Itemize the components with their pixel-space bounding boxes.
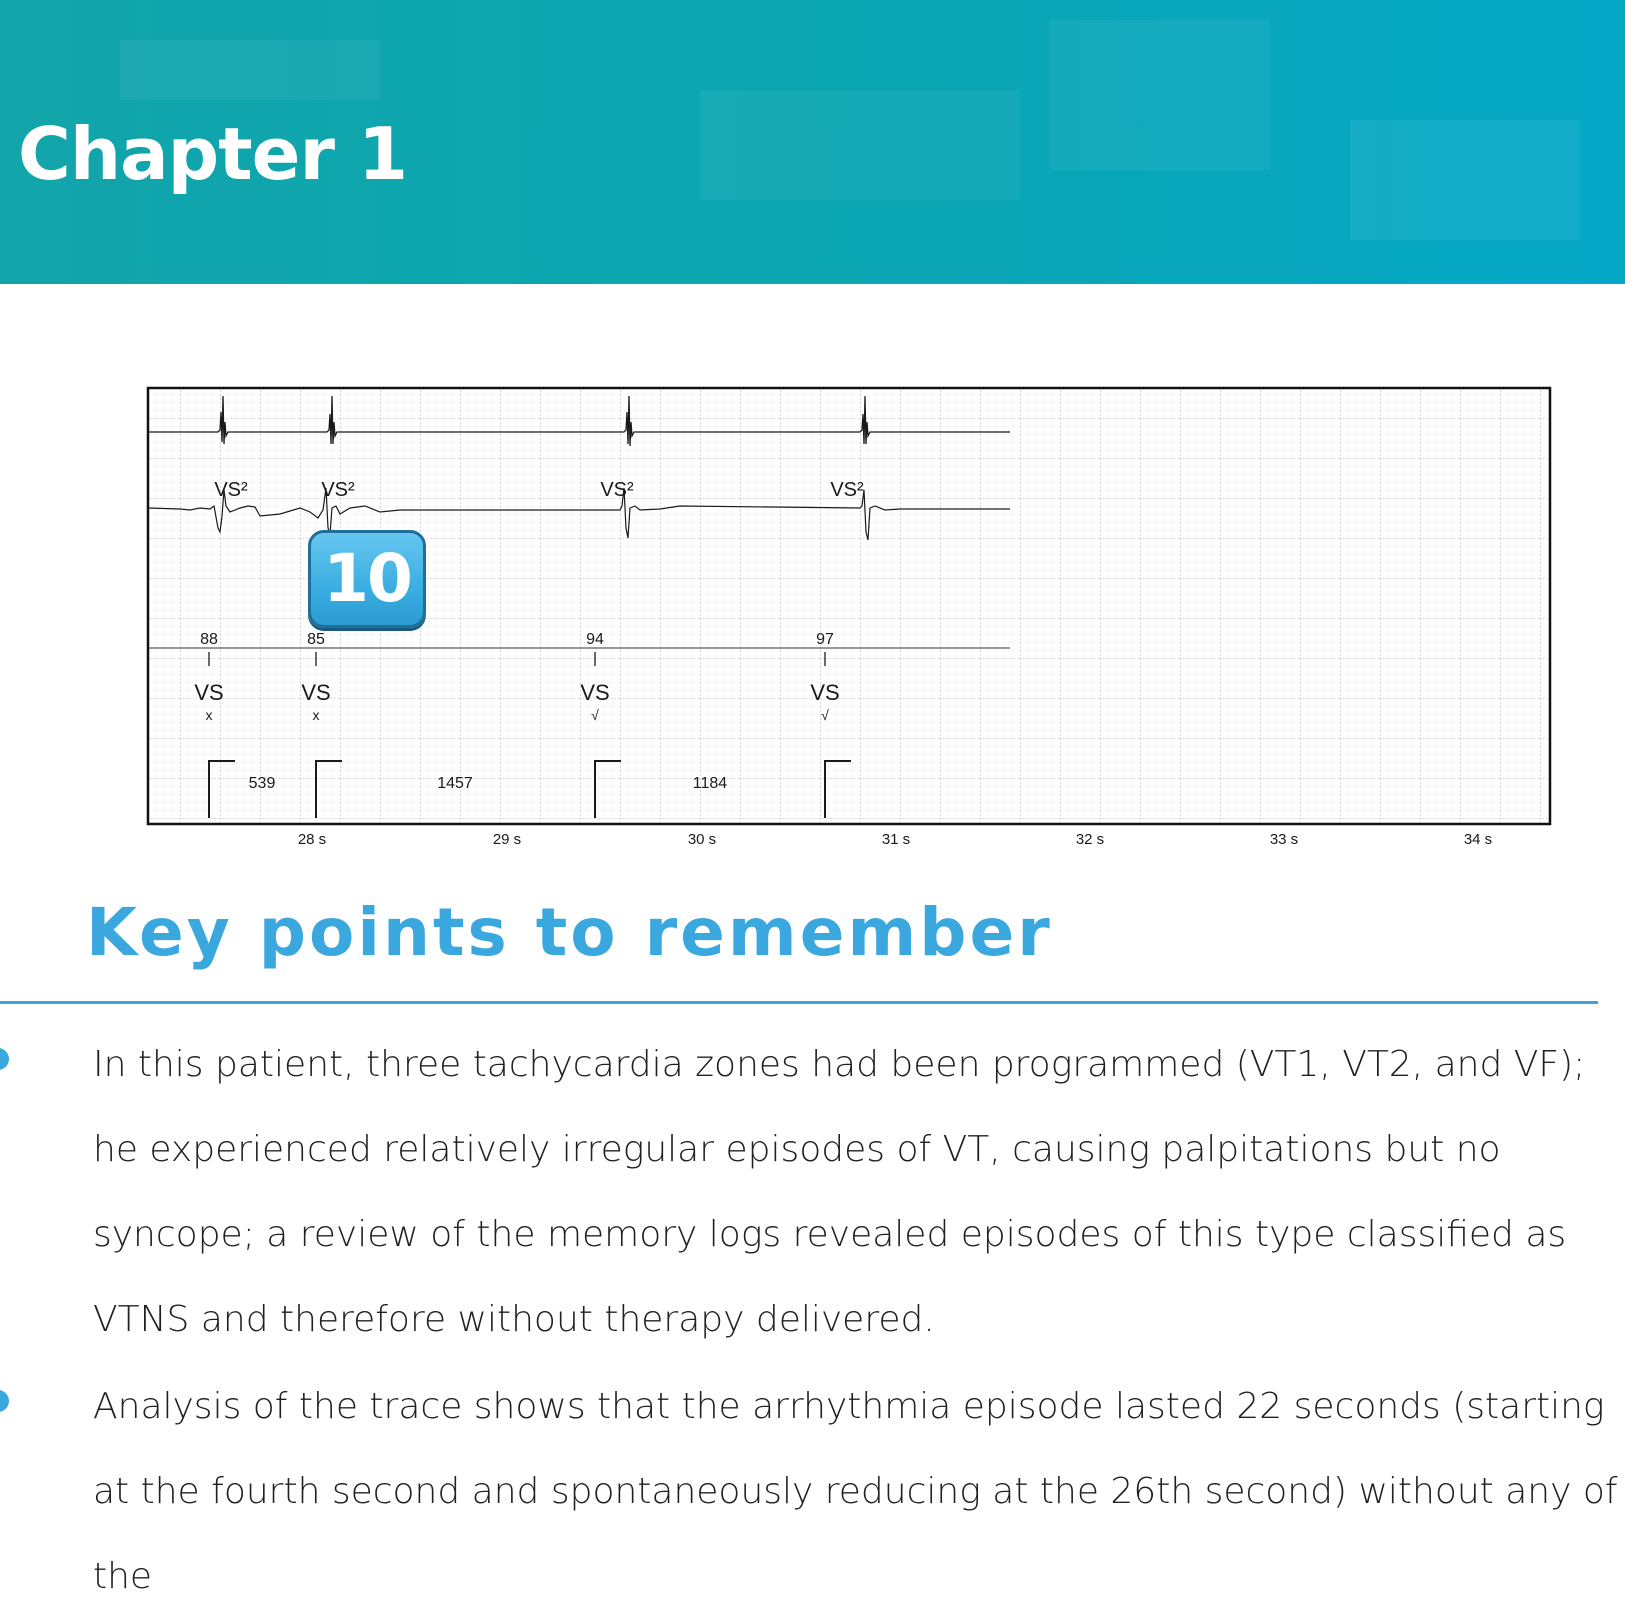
bullet-dot-icon (0, 1048, 9, 1070)
channel-marker-label: VS² (321, 479, 355, 501)
header-texture (700, 90, 1020, 200)
header-texture (120, 40, 380, 100)
section-heading: Key points to remember (86, 894, 1053, 971)
time-axis-tick: 34 s (1463, 831, 1493, 848)
list-item (0, 1364, 1625, 1619)
time-axis-tick: 28 s (297, 831, 327, 848)
channel-marker-label: VS² (600, 479, 634, 501)
time-axis-tick: 29 s (492, 831, 522, 848)
rate-label: 97 (816, 631, 834, 648)
vs-label: VS (810, 680, 840, 705)
time-axis-tick: 33 s (1269, 831, 1299, 848)
interval-label: 1184 (692, 775, 728, 792)
vs-flag: √ (591, 707, 599, 723)
time-axis-tick: 30 s (687, 831, 717, 848)
figure-number-badge: 10 (308, 530, 426, 628)
vs-label: VS (301, 680, 331, 705)
channel-marker-label: VS² (830, 479, 864, 501)
bullet-dot-icon (0, 1390, 9, 1412)
time-axis-tick: 32 s (1075, 831, 1105, 848)
interval-label: 539 (248, 775, 276, 792)
vs-flag: x (205, 707, 213, 723)
chapter-title: Chapter 1 (18, 112, 408, 196)
key-point-text: In this patient, three tachycardia zones had been programmed (VT1, VT2, and VF); he experienced relatively irregular episodes of VT, causing palpitations but no syncope; a review of the memory logs revealed episodes of this type classified as VTNS and therefore without therapy delivered. (93, 1044, 1586, 1340)
vs-flag: x (312, 707, 320, 723)
chapter-header-band (0, 0, 1625, 284)
vs-label: VS (580, 680, 610, 705)
time-axis-tick: 31 s (881, 831, 911, 848)
rate-label: 94 (586, 631, 604, 648)
interval-label: 1457 (437, 775, 473, 792)
key-point-text: Analysis of the trace shows that the arrhythmia episode lasted 22 seconds (starting at the fourth second and spontaneously reducing at the 26th second) without any of the (93, 1386, 1618, 1597)
channel-marker-label: VS² (214, 479, 248, 501)
rate-label: 85 (307, 631, 325, 648)
vs-label: VS (194, 680, 224, 705)
header-texture (1350, 120, 1580, 240)
list-item (0, 1022, 1625, 1362)
section-divider (0, 1001, 1598, 1004)
header-texture (1050, 20, 1270, 170)
rate-label: 88 (200, 631, 218, 648)
vs-flag: √ (821, 707, 829, 723)
key-points-list (0, 1022, 1625, 1621)
